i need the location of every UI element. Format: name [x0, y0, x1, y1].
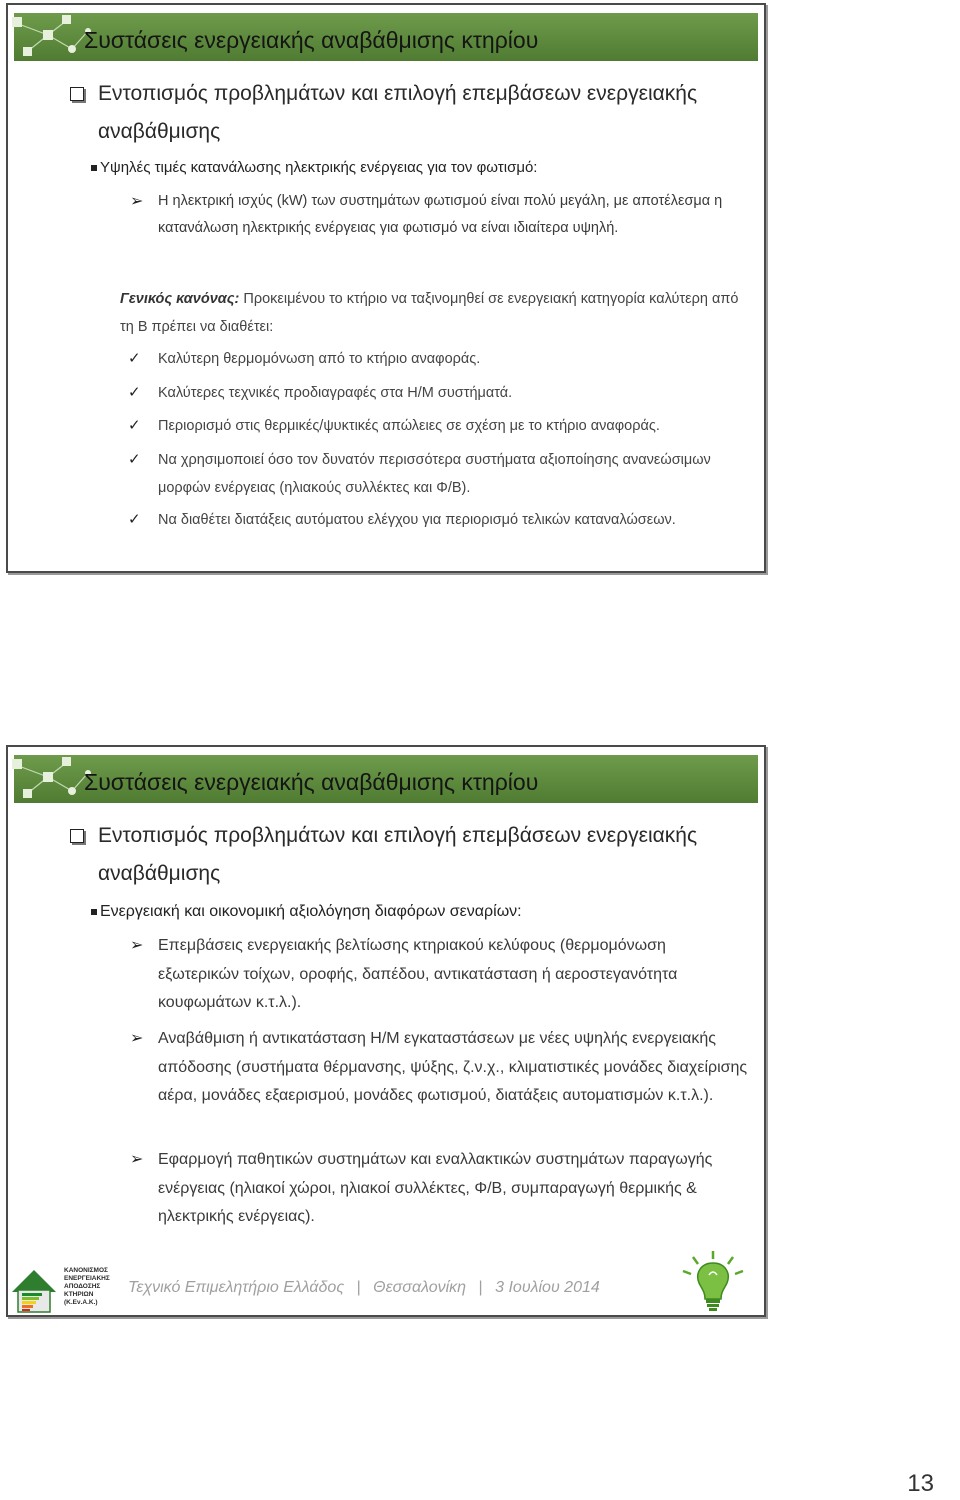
- check-item: ✓ Περιορισμό στις θερμικές/ψυκτικές απώλειες σε σχέση με το κτήριο αναφοράς.: [158, 412, 758, 440]
- general-rule-text: Προκειμένου το κτήριο να ταξινομηθεί σε ενεργειακή κατηγορία καλύτερη από τη Β πρέπει να διαθέτει:: [120, 291, 739, 335]
- check-item: ✓ Να χρησιμοποιεί όσο τον δυνατόν περισσότερα συστήματα αξιοποίησης ανανεώσιμων μορφών ενέργειας (ηλιακούς συλλέκτες και Φ/Β).: [158, 446, 758, 502]
- checkmark-icon: ✓: [128, 451, 141, 468]
- slide-subtitle: Εντοπισμός προβλημάτων και επιλογή επεμβάσεων ενεργειακής αναβάθμισης: [98, 817, 718, 893]
- arrow-bullet-item: ➢ Η ηλεκτρική ισχύς (kW) των συστημάτων φωτισμού είναι πολύ μεγάλη, με αποτέλεσμα η κατανάλωση ηλεκτρικής ενέργειας για φωτισμό να είναι ιδιαίτερα υψηλή.: [158, 188, 738, 242]
- arrow-bullet-icon: ➢: [130, 937, 144, 954]
- checkmark-icon: ✓: [128, 417, 141, 434]
- arrow-bullet-item: ➢ Εφαρμογή παθητικών συστημάτων και εναλλακτικών συστημάτων παραγωγής ενέργειας (ηλιακοί χώροι, ηλιακοί συλλέκτες, Φ/Β, συμπαραγωγή θερμικής & ηλεκτρικής ενέργειας).: [158, 1146, 748, 1232]
- svg-text:ΕΝΕΡΓΕΙΑΚΗΣ: ΕΝΕΡΓΕΙΑΚΗΣ: [64, 1275, 110, 1282]
- checkbox-bullet-icon: [70, 87, 84, 101]
- checkmark-icon: ✓: [128, 350, 141, 367]
- general-rule-paragraph: [120, 285, 740, 341]
- slide-subtitle: Εντοπισμός προβλημάτων και επιλογή επεμβάσεων ενεργειακής αναβάθμισης: [98, 75, 718, 151]
- footer-date: 3 Ιουλίου 2014: [495, 1279, 600, 1296]
- check-item: ✓ Καλύτερες τεχνικές προδιαγραφές στα Η/Μ συστήματά.: [158, 379, 758, 407]
- footer-separator: |: [356, 1279, 361, 1296]
- footer-org: Τεχνικό Επιμελητήριο Ελλάδος: [128, 1279, 345, 1296]
- footer-text: [128, 1279, 600, 1297]
- check-item: ✓ Να διαθέτει διατάξεις αυτόματου ελέγχου για περιορισμό τελικών καταναλώσεων.: [158, 506, 758, 534]
- svg-text:ΚΤΗΡΙΩΝ: ΚΤΗΡΙΩΝ: [64, 1291, 94, 1298]
- checkmark-icon: ✓: [128, 384, 141, 401]
- arrow-bullet-item: ➢ Αναβάθμιση ή αντικατάσταση Η/Μ εγκαταστάσεων με νέες υψηλής ενεργειακής απόδοσης (συστήματα θέρμανσης, ψύξης, ζ.ν.χ., κλιματιστικές μονάδες διαχείρισης αέρα, μονάδες εξαερισμού, μονάδες φωτισμού, διατάξεις αυτοματισμών κ.τ.λ.).: [158, 1025, 748, 1111]
- square-bullet-item: Υψηλές τιμές κατανάλωσης ηλεκτρικής ενέργειας για τον φωτισμό:: [100, 155, 537, 181]
- slide-1: [6, 3, 766, 573]
- footer-city: Θεσσαλονίκη: [373, 1279, 467, 1296]
- slide-2: [6, 745, 766, 1317]
- check-item: ✓ Καλύτερη θερμομόνωση από το κτήριο αναφοράς.: [158, 345, 758, 373]
- general-rule-label: Γενικός κανόνας:: [120, 291, 240, 307]
- kenak-logo: [10, 1262, 118, 1314]
- checkmark-icon: ✓: [128, 511, 141, 528]
- arrow-bullet-item: ➢ Επεμβάσεις ενεργειακής βελτίωσης κτηριακού κελύφους (θερμομόνωση εξωτερικών τοίχων, οροφής, δαπέδου, αντικατάσταση ή αεροστεγανότητα κουφωμάτων κ.τ.λ.).: [158, 932, 748, 1018]
- slide-title: Συστάσεις ενεργειακής αναβάθμισης κτηρίου: [84, 769, 539, 795]
- lightbulb-icon: [663, 1247, 763, 1315]
- svg-text:ΚΑΝΟΝΙΣΜΟΣ: ΚΑΝΟΝΙΣΜΟΣ: [64, 1267, 108, 1274]
- footer-separator: |: [478, 1279, 483, 1296]
- svg-text:(Κ.Εν.Α.Κ.): (Κ.Εν.Α.Κ.): [64, 1299, 98, 1306]
- arrow-bullet-icon: ➢: [130, 1151, 144, 1168]
- square-bullet-item: Ενεργειακή και οικονομική αξιολόγηση διαφόρων σεναρίων:: [100, 899, 522, 925]
- slide-title: Συστάσεις ενεργειακής αναβάθμισης κτηρίου: [84, 27, 539, 53]
- arrow-bullet-icon: ➢: [130, 193, 144, 210]
- page-number: 13: [907, 1470, 934, 1497]
- checkbox-bullet-icon: [70, 829, 84, 843]
- svg-text:ΑΠΟΔΟΣΗΣ: ΑΠΟΔΟΣΗΣ: [64, 1283, 101, 1290]
- arrow-bullet-icon: ➢: [130, 1030, 144, 1047]
